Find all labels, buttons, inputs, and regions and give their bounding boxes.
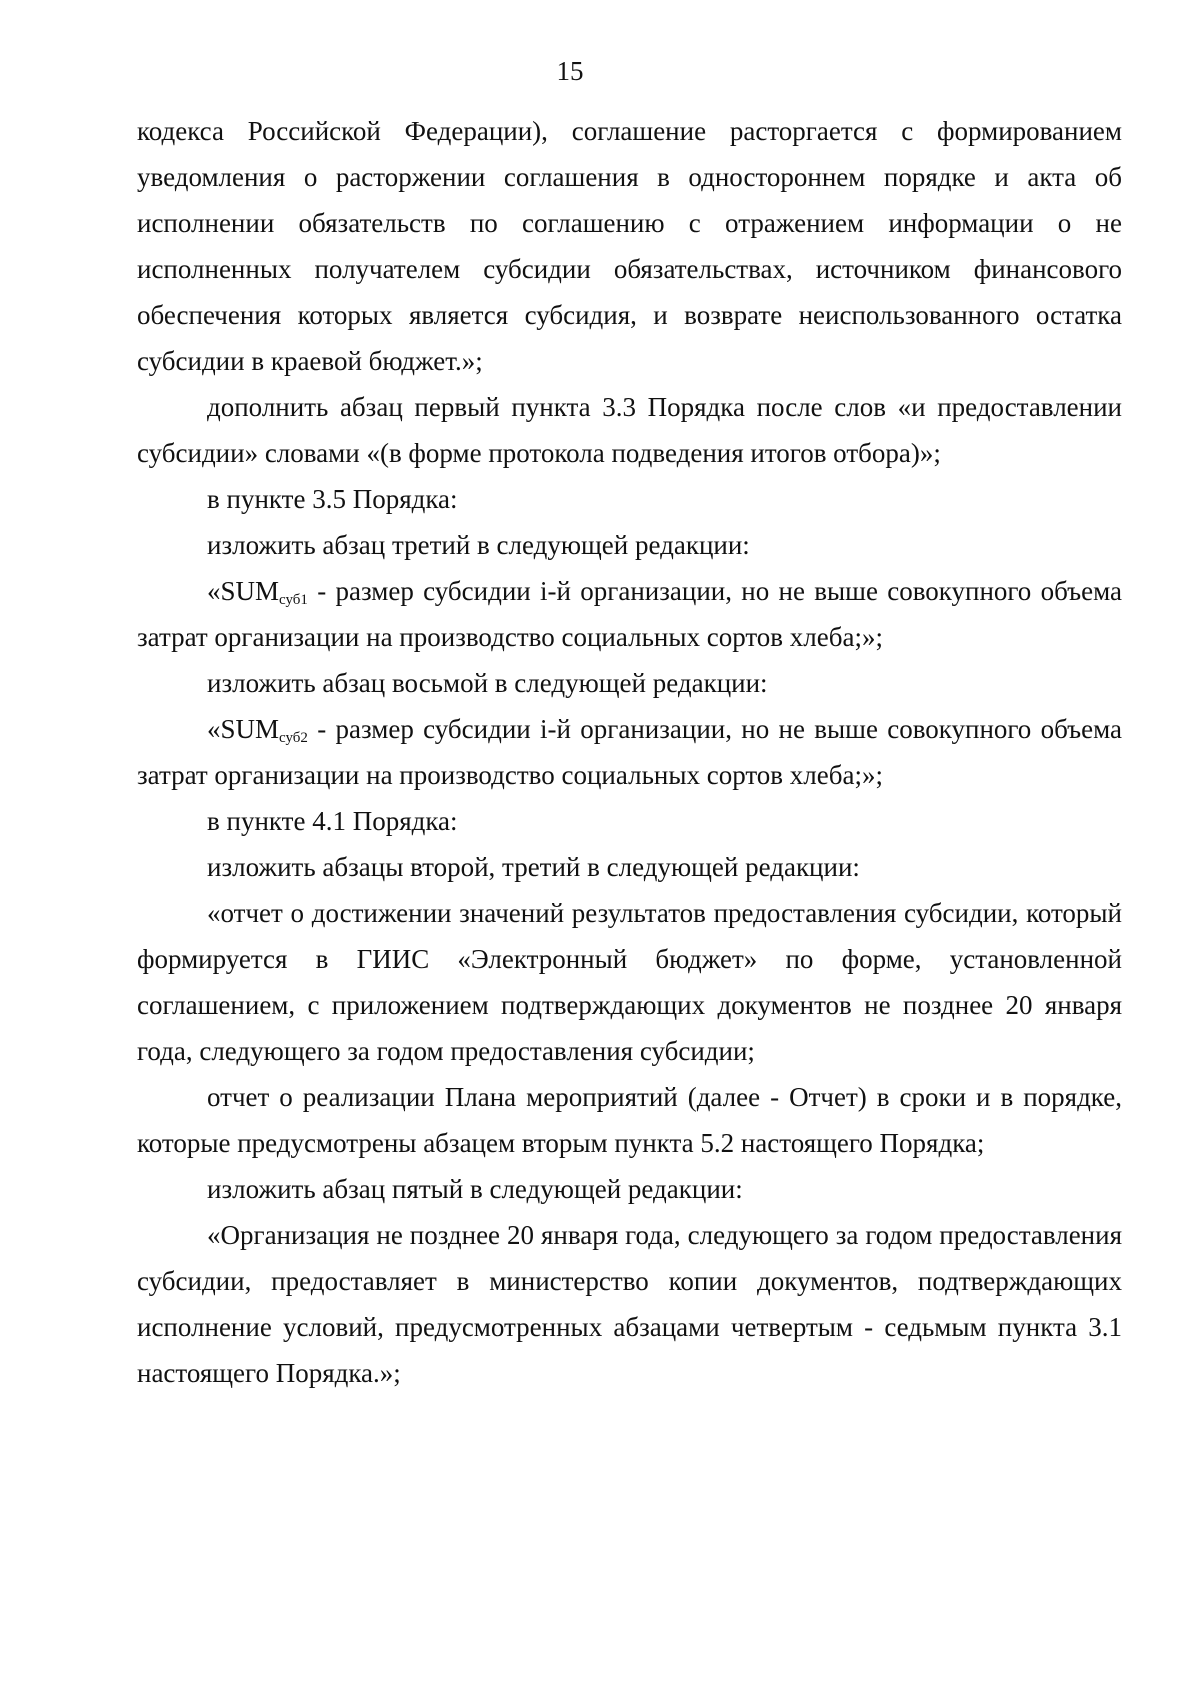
document-body — [137, 108, 1122, 1396]
paragraph: изложить абзац пятый в следующей редакции: — [207, 1174, 743, 1204]
paragraph: «отчет о достижении значений результатов предоставления субсидии, который формируется в ГИИС «Электронный бюджет» по форме, установленной соглашением, с приложением подтверждающих документов не позднее 20 января года, следующего за годом предоставления субсидии; — [137, 898, 1122, 1066]
paragraph: дополнить абзац первый пункта 3.3 Порядка после слов «и предоставлении субсидии» словами «(в форме протокола подведения итогов отбора)»; — [137, 392, 1122, 468]
paragraph: «Организация не позднее 20 января года, следующего за годом предоставления субсидии, предоставляет в министерство копии документов, подтверждающих исполнение условий, предусмотренных абзацами четвертым - седьмым пункта 3.1 настоящего Порядка.»; — [137, 1220, 1122, 1388]
paragraph: изложить абзацы второй, третий в следующей редакции: — [207, 852, 860, 882]
paragraph: изложить абзац третий в следующей редакции: — [207, 530, 750, 560]
formula-description: - размер субсидии i-й организации, но не выше совокупного объема затрат организации на производство социальных сортов хлеба;»; — [137, 714, 1122, 790]
paragraph: отчет о реализации Плана мероприятий (далее - Отчет) в сроки и в порядке, которые предусмотрены абзацем вторым пункта 5.2 настоящего Порядка; — [137, 1082, 1122, 1158]
formula-symbol: «SUM — [207, 576, 280, 606]
formula-subscript: суб1 — [279, 592, 308, 608]
formula-subscript: суб2 — [279, 730, 308, 746]
paragraph: в пункте 4.1 Порядка: — [207, 806, 458, 836]
formula-symbol: «SUM — [207, 714, 280, 744]
paragraph-formula-sum-sub1 — [137, 568, 1122, 660]
paragraph: изложить абзац восьмой в следующей редакции: — [207, 668, 768, 698]
page-number: 15 — [556, 56, 584, 86]
formula-description: - размер субсидии i-й организации, но не выше совокупного объема затрат организации на производство социальных сортов хлеба;»; — [137, 576, 1122, 652]
paragraph: в пункте 3.5 Порядка: — [207, 484, 458, 514]
paragraph-formula-sum-sub2 — [137, 706, 1122, 798]
paragraph: кодекса Российской Федерации), соглашение расторгается с формированием уведомления о расторжении соглашения в одностороннем порядке и акта об исполнении обязательств по соглашению с отражением информации о не исполненных получателем субсидии обязательствах, источником финансового обеспечения которых является субсидия, и возврате неиспользованного остатка субсидии в краевой бюджет.»; — [137, 116, 1122, 376]
